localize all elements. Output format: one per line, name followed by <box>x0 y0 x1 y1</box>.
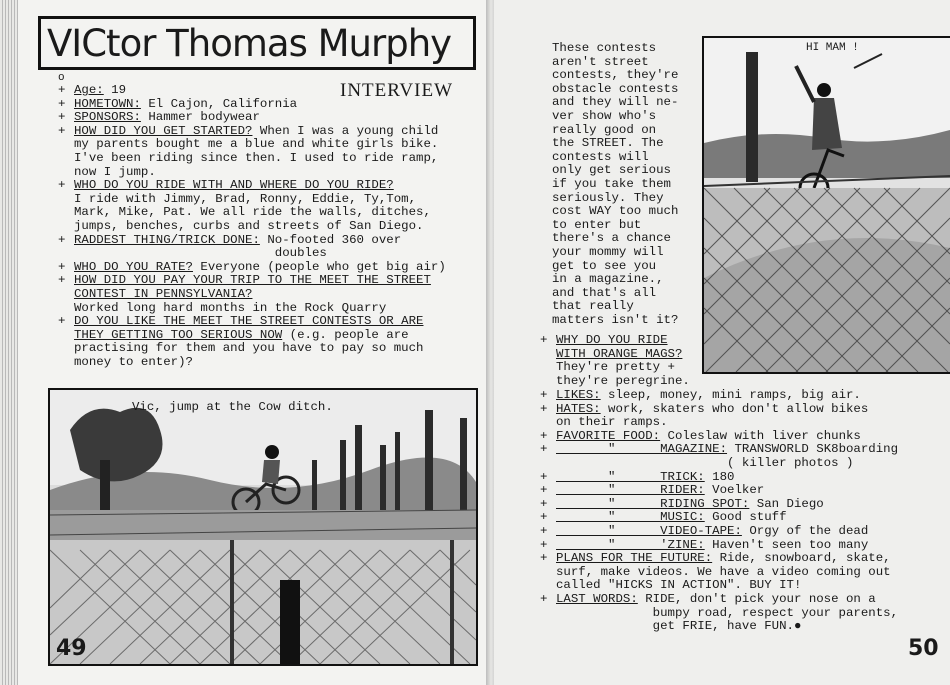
bullet: + <box>540 388 548 402</box>
qa-line <box>540 471 945 485</box>
question-label: " TRICK: <box>556 469 705 484</box>
answer-text: now I jump. <box>74 164 156 179</box>
qa-line <box>540 375 710 389</box>
bullet: + <box>58 232 66 247</box>
bullet: + <box>58 273 66 288</box>
photo-cow-ditch <box>48 388 478 666</box>
qa-line <box>540 416 945 430</box>
bullet: + <box>540 510 548 525</box>
interview-qa-right <box>540 389 945 634</box>
answer-text: Worked long hard months in the Rock Quarry <box>74 300 387 315</box>
column-line: These contests <box>552 41 657 55</box>
qa-line <box>58 206 486 220</box>
column-line: and that's all <box>552 285 657 300</box>
bullet: + <box>58 314 66 329</box>
qa-line <box>58 356 486 370</box>
qa-line <box>58 166 486 180</box>
qa-line <box>58 288 486 302</box>
qa-line <box>540 607 945 621</box>
answer-text: Haven't seen too many <box>704 537 869 552</box>
bullet: + <box>540 551 548 566</box>
answer-text: Orgy of the dead <box>741 523 869 538</box>
question-label: HOW DID YOU GET STARTED? <box>74 123 253 138</box>
question-label: WHO DO YOU RATE? <box>74 259 193 274</box>
answer-text: 180 <box>704 469 735 484</box>
answer-text: When I was a young child <box>252 123 439 138</box>
qa-line <box>58 315 486 329</box>
bullet: + <box>58 178 66 193</box>
qa-line <box>540 430 945 444</box>
qa-line <box>58 193 486 207</box>
qa-line <box>58 138 486 152</box>
qa-line <box>540 443 945 457</box>
photo-hi-mam <box>702 36 950 374</box>
answer-text: my parents bought me a blue and white girls bike. <box>74 137 439 152</box>
qa-line <box>58 152 486 166</box>
left-page <box>18 0 488 685</box>
qa-line <box>58 179 486 193</box>
qa-line <box>540 457 945 471</box>
qa-line <box>540 334 710 348</box>
column-line: aren't street <box>552 54 649 69</box>
answer-text: get FRIE, have FUN.● <box>556 619 802 634</box>
page-number-left: 49 <box>56 636 87 661</box>
bullet: + <box>540 537 548 552</box>
column-line: really good on <box>552 122 657 137</box>
question-label: THEY GETTING TOO SERIOUS NOW <box>74 327 283 342</box>
bullet: + <box>58 96 66 111</box>
qa-line <box>58 247 486 261</box>
question-label: " VIDEO-TAPE: <box>556 523 742 538</box>
question-label: WHY DO YOU RIDE <box>556 333 668 347</box>
answer-text: practising for them and you have to pay so much <box>74 341 424 356</box>
column-line: if you take them <box>552 176 671 191</box>
answer-text: ( killer photos ) <box>556 455 854 470</box>
answer-text: I've been riding since then. I used to ride ramp, <box>74 150 439 165</box>
bullet: + <box>540 442 548 457</box>
answer-text: Mark, Mike, Pat. We all ride the walls, ditches, <box>74 205 431 220</box>
answer-text: bumpy road, respect your parents, <box>556 605 899 620</box>
bullet-marker: o <box>58 72 65 84</box>
answer-text: Hammer bodywear <box>140 110 260 125</box>
qa-line <box>540 511 945 525</box>
question-label: " MAGAZINE: <box>556 442 728 457</box>
qa-line <box>58 125 486 139</box>
page-stack-edge <box>0 0 18 685</box>
question-label: HATES: <box>556 401 601 416</box>
bullet: + <box>58 83 66 97</box>
bullet: + <box>540 333 548 347</box>
column-line: to enter but <box>552 217 642 232</box>
qa-line <box>58 98 486 112</box>
bullet: + <box>58 123 66 138</box>
column-line: get to see you <box>552 258 657 273</box>
photo-caption-left: Vic, jump at the Cow ditch. <box>132 400 333 414</box>
column-line: and they will ne- <box>552 95 679 110</box>
qa-line <box>58 84 486 98</box>
column-line: obstacle contests <box>552 81 679 96</box>
bullet: + <box>58 110 66 125</box>
question-label: CONTEST IN PENNSYLVANIA? <box>74 286 253 301</box>
answer-text: Everyone (people who get big air) <box>192 259 446 274</box>
column-line: contests will <box>552 149 649 164</box>
qa-line <box>58 342 486 356</box>
answer-text: on their ramps. <box>556 415 668 430</box>
answer-text: I ride with Jimmy, Brad, Ronny, Eddie, Ty,Tom, <box>74 191 417 206</box>
answer-text: money to enter)? <box>74 354 193 369</box>
bullet: + <box>540 483 548 498</box>
question-label: HOMETOWN: <box>74 96 141 111</box>
qa-line <box>58 111 486 125</box>
answer-text: Voelker <box>704 483 765 498</box>
bullet: + <box>540 428 548 443</box>
qa-line <box>540 620 945 634</box>
column-line: in a magazine., <box>552 272 664 287</box>
qa-line <box>58 329 486 343</box>
question-label: " 'ZINE: <box>556 537 705 552</box>
qa-line <box>58 220 486 234</box>
answer-text: doubles <box>74 246 327 261</box>
answer-text: TRANSWORLD SK8boarding <box>727 442 899 457</box>
qa-line <box>540 579 945 593</box>
bullet: + <box>58 259 66 274</box>
photo-caption-right: HI MAM ! <box>806 42 859 54</box>
column-line: the STREET. The <box>552 136 664 151</box>
qa-line <box>58 234 486 248</box>
answer-text: No-footed 360 over <box>259 232 402 247</box>
answer-text: they're peregrine. <box>556 373 690 388</box>
column-line: there's a chance <box>552 231 671 246</box>
contests-text-column <box>552 42 702 327</box>
answer-text: El Cajon, California <box>140 96 298 111</box>
answer-text: (e.g. people are <box>282 327 409 342</box>
page-title: VICtor Thomas Murphy <box>47 21 452 65</box>
photo-jump-image <box>50 390 476 664</box>
column-line: that really <box>552 299 634 314</box>
page-number-right: 50 <box>908 636 939 661</box>
question-label: DO YOU LIKE THE MEET THE STREET CONTESTS OR ARE <box>74 314 424 329</box>
question-label: FAVORITE FOOD: <box>556 428 661 443</box>
bullet: + <box>540 523 548 538</box>
column-line: only get serious <box>552 163 671 178</box>
answer-text: Good stuff <box>704 510 787 525</box>
qa-line <box>540 593 945 607</box>
qa-line <box>540 361 710 375</box>
answer-text: sleep, money, mini ramps, big air. <box>600 388 861 402</box>
answer-text: They're pretty + <box>556 360 675 375</box>
question-label: " RIDING SPOT: <box>556 496 750 511</box>
answer-text: 19 <box>103 83 127 97</box>
column-line: matters isn't it? <box>552 312 679 327</box>
qa-line <box>540 566 945 580</box>
question-label: " RIDER: <box>556 483 705 498</box>
column-line: cost WAY too much <box>552 204 679 219</box>
qa-line <box>58 274 486 288</box>
answer-text: Coleslaw with liver chunks <box>660 428 861 443</box>
orange-mags-answer <box>540 334 710 388</box>
question-label: PLANS FOR THE FUTURE: <box>556 551 713 566</box>
answer-text: jumps, benches, curbs and streets of San Diego. <box>74 218 424 233</box>
column-line: contests, they're <box>552 68 679 83</box>
column-line: ver show who's <box>552 108 657 123</box>
question-label: HOW DID YOU PAY YOUR TRIP TO THE MEET THE STREET <box>74 273 431 288</box>
qa-line <box>58 261 486 275</box>
qa-line <box>540 539 945 553</box>
qa-line <box>540 484 945 498</box>
qa-line <box>540 348 710 362</box>
question-label: WHO DO YOU RIDE WITH AND WHERE DO YOU RIDE? <box>74 178 394 193</box>
answer-text: work, skaters who don't allow bikes <box>600 401 869 416</box>
right-page <box>494 0 950 685</box>
qa-line <box>540 552 945 566</box>
question-label: RADDEST THING/TRICK DONE: <box>74 232 260 247</box>
bullet: + <box>540 469 548 484</box>
interview-qa-left <box>58 84 486 369</box>
bullet: + <box>540 401 548 416</box>
answer-text: called "HICKS IN ACTION". BUY IT! <box>556 578 802 593</box>
question-label: LAST WORDS: <box>556 591 638 606</box>
qa-line <box>58 302 486 316</box>
qa-line <box>540 498 945 512</box>
question-label: WITH ORANGE MAGS? <box>556 346 683 361</box>
qa-line <box>540 389 945 403</box>
interview-heading: INTERVIEW <box>340 80 453 101</box>
question-label: LIKES: <box>556 388 601 402</box>
question-label: " MUSIC: <box>556 510 705 525</box>
answer-text: RIDE, don't pick your nose on a <box>637 591 876 606</box>
answer-text: Ride, snowboard, skate, <box>712 551 891 566</box>
photo-rider-image <box>704 38 950 372</box>
column-line: your mommy will <box>552 244 664 259</box>
answer-text: San Diego <box>749 496 824 511</box>
bullet: + <box>540 496 548 511</box>
answer-text: surf, make videos. We have a video coming out <box>556 564 891 579</box>
question-label: Age: <box>74 83 104 97</box>
title-box <box>38 16 476 70</box>
column-line: seriously. They <box>552 190 664 205</box>
qa-line <box>540 525 945 539</box>
qa-line <box>540 403 945 417</box>
question-label: SPONSORS: <box>74 110 141 125</box>
bullet: + <box>540 591 548 606</box>
